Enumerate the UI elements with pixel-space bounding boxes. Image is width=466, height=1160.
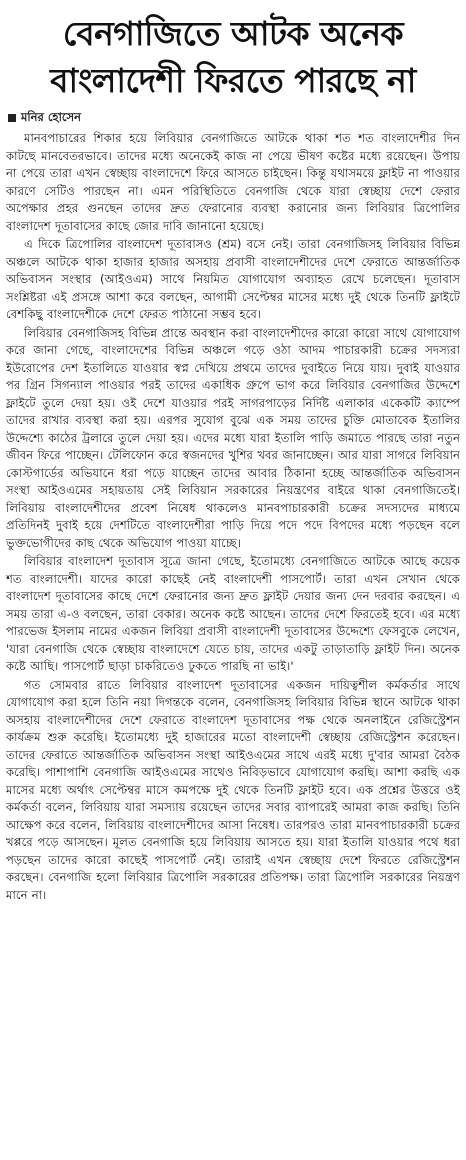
article-paragraph: গত সোমবার রাতে লিবিয়ার বাংলাদেশ দূতাবাসের একজন দায়িত্বশীল কর্মকর্তার সাথে যোগাযোগ করা হলে তিনি নয়া দিগন্তকে বলেন, বেনগাজিসহ লিবিয়ার বিভিন্ন স্থানে আটকে থাকা অসহায় বাংলাদেশীদের দেশে ফেরাতে বাংলাদেশ দূতাবাসের পক্ষ থেকে অনলাইনে রেজিস্ট্রেশন কার্যক্রম শুরু করেছি। ইতোমধ্যে দুই হাজারের মতো বাংলাদেশী স্বেচ্ছায় রেজিস্ট্রেশন করেছেন। তাদের ফেরাতে আন্তর্জাতিক অভিবাসন সংস্থা আইওএমের সাথে এরই মধ্যে দু'বার আমরা বৈঠক করেছি। পাশাপাশি বেনগাজি আইওএমের সাথেও নিবিড়ভাবে যোগাযোগ করছি। আশা করছি এক মাসের মধ্যে অর্থাৎ সেপ্টেম্বর মাসে কমপক্ষে দুই থেকে তিনটি ফ্লাইট হবে। এক প্রশ্নের উত্তরে ওই কর্মকর্তা বলেন, লিবিয়ায় যারা সমস্যায় রয়েছেন তাদের সবার ব্যাপারেই আমরা কাজ করছি। তিনি আক্ষেপ করে বলেন, লিবিয়ায় বাংলাদেশীদের আসা নিষেধ। তারপরও তারা মানবপাচারকারী চক্রের খপ্পরে পড়ে আসছেন। মূলত বেনগাজি হয়ে লিবিয়ায় আসতে হয়। যারা ইতালি যাওয়ার পথে ধরা পড়ছেন তাদের কারো কাছেই পাসপোর্ট নেই। তারাই এখন স্বেচ্ছায় দেশে ফিরতে রেজিস্ট্রেশন করছেন। বেনগাজি হলো লিবিয়ার ত্রিপোলি সরকারের প্রতিপক্ষ। তারা ত্রিপোলি সরকারের নিয়ন্ত্রণ মানে না। [6,677,460,902]
author-name: মনির হোসেন [21,109,81,124]
article-paragraph: মানবপাচারের শিকার হয়ে লিবিয়ার বেনগাজিতে আটকে থাকা শত শত বাংলাদেশীর দিন কাটছে মানবেতরভাবে। তাদের মধ্যে অনেকেই কাজ না পেয়ে ভীষণ কষ্টের মধ্যে রয়েছেন। উপায় না পেয়ে তারা এখন স্বেচ্ছায় বাংলাদেশে ফিরে আসতে চাইছেন। কিন্তু যথাসময়ে ফ্লাইট না পাওয়ার কারণে সেটিও পারছেন না। এমন পরিস্থিতিতে বেনগাজি থেকে যারা স্বেচ্ছায় দেশে ফেরার অপেক্ষার প্রহর গুনছেন তাদের দ্রুত ফেরানোর ব্যবস্থা করানোর জন্য লিবিয়ার ত্রিপোলির বাংলাদেশ দূতাবাসের কাছে জোর দাবি জানানো হয়েছে। [6,131,460,233]
byline [8,110,466,126]
headline-line-2: বাংলাদেশী ফিরতে পারছে না [50,61,416,100]
headline [0,0,466,104]
article-paragraph: এ দিকে ত্রিপোলির বাংলাদেশ দূতাবাসও (শ্রম) বসে নেই। তারা বেনগাজিসহ লিবিয়ার বিভিন্ন অঞ্চলে আটকে থাকা হাজার হাজার অসহায় প্রবাসী বাংলাদেশীদের দেশে ফেরাতে আন্তর্জাতিক অভিবাসন সংস্থার (আইওএম) সাথে নিয়মিত যোগাযোগ অব্যাহত রেখে চলেছেন। দূতাবাস সংশ্লিষ্টরা এই প্রসঙ্গে আশা করে বলছেন, আগামী সেপ্টেম্বর মাসের মধ্যে দুই থেকে তিনটি ফ্লাইটে বেশকিছু বাংলাদেশীকে দেশে ফেরত পাঠানো সম্ভব হবে। [6,237,460,321]
article-body [6,130,460,1160]
article-paragraph: লিবিয়ার বেনগাজিসহ বিভিন্ন প্রান্তে অবস্থান করা বাংলাদেশীদের কারো কারো সাথে যোগাযোগ করে জানা গেছে, বাংলাদেশের বিভিন্ন অঞ্চলে গড়ে ওঠা আদম পাচারকারী চক্রের সদস্যরা ইউরোপের দেশ ইতালিতে যাওয়ার স্বপ্ন দেখিয়ে প্রথমে তাদের দুবাইতে নিয়ে যায়। দুবাই যাওয়ার পর গ্রিন সিগন্যাল পাওয়ার পরই তাদের একাধিক গ্রুপে ভাগ করে লিবিয়ার বেনগাজির উদ্দেশে ফ্লাইটে তুলে দেয়া হয়। ওই দেশে যাওয়ার পরই সাগরপাড়ের নির্দিষ্ট এলাকার একেকটি ক্যাম্পে তাদের রাখার ব্যবস্থা করা হয়। এরপর সুযোগ বুঝে এক সময় তাদের চুক্তি মোতাবেক ইতালির উদ্দেশ্যে কাঠের ট্রলারে তুলে দেয়া হয়। এদের মধ্যে যারা ইতালি পাড়ি জমাতে পারছে তারা নতুন জীবন ফিরে পাচ্ছেন। টেলিফোন করে স্বজনদের খুশির খবর জানাচ্ছেন। আর যারা সাগরে লিবিয়ান কোস্টগার্ডের অভিযানে ধরা পড়ে যাচ্ছেন তাদের আবার ঠিকানা হচ্ছে আন্তর্জাতিক অভিবাসন সংস্থা আইওএমের সহায়তায় সেই লিবিয়ান সরকারের নিয়ন্ত্রণের বাইরে থাকা বেনগাজিতেই। লিবিয়ায় বাংলাদেশীদের প্রবেশ নিষেধ থাকলেও মানবপাচারকারী চক্রের সদস্যদের মাধ্যমে প্রতিদিনই দুবাই হয়ে দেশটিতে বাংলাদেশীরা পাড়ি দিয়ে পদে পদে বিপদের মধ্যে পড়ছেন বলে ভুক্তভোগীদের কাছ থেকে অভিযোগ পাওয়া যাচ্ছে। [6,325,460,550]
square-bullet-icon [8,114,16,122]
headline-line-1: বেনগাজিতে আটক অনেক [62,14,404,53]
article-paragraph: লিবিয়ার বাংলাদেশ দূতাবাস সূত্রে জানা গেছে, ইতোমধ্যে বেনগাজিতে আটকে আছে কয়েক শত বাংলাদেশী। যাদের কারো কাছেই নেই বাংলাদেশী পাসপোর্ট। তারা এখন সেখান থেকে বাংলাদেশ দূতাবাসের কাছে দেশে ফেরানোর জন্য দ্রুত ফ্লাইট দেয়ার জন্য দেন দরবার করছেন। এ সময় তারা এ-ও বলছেন, তারা বেকার। অনেক কষ্টে আছেন। তাদের দেশে ফিরতেই হবে। এর মধ্যে পারভেজ ইসলাম নামের একজন লিবিয়া প্রবাসী বাংলাদেশী দূতাবাসের উদ্দেশ্যে ফেসবুকে লেখেন, 'যারা বেনগাজি থেকে স্বেচ্ছায় বাংলাদেশে যেতে চায়, তাদের একটু তাড়াতাড়ি ফ্লাইট দিন। অনেক কষ্টে আছি। পাসপোর্ট ছাড়া চাকরিতেও ঢুকতে পারছি না ভাই।' [6,554,460,673]
